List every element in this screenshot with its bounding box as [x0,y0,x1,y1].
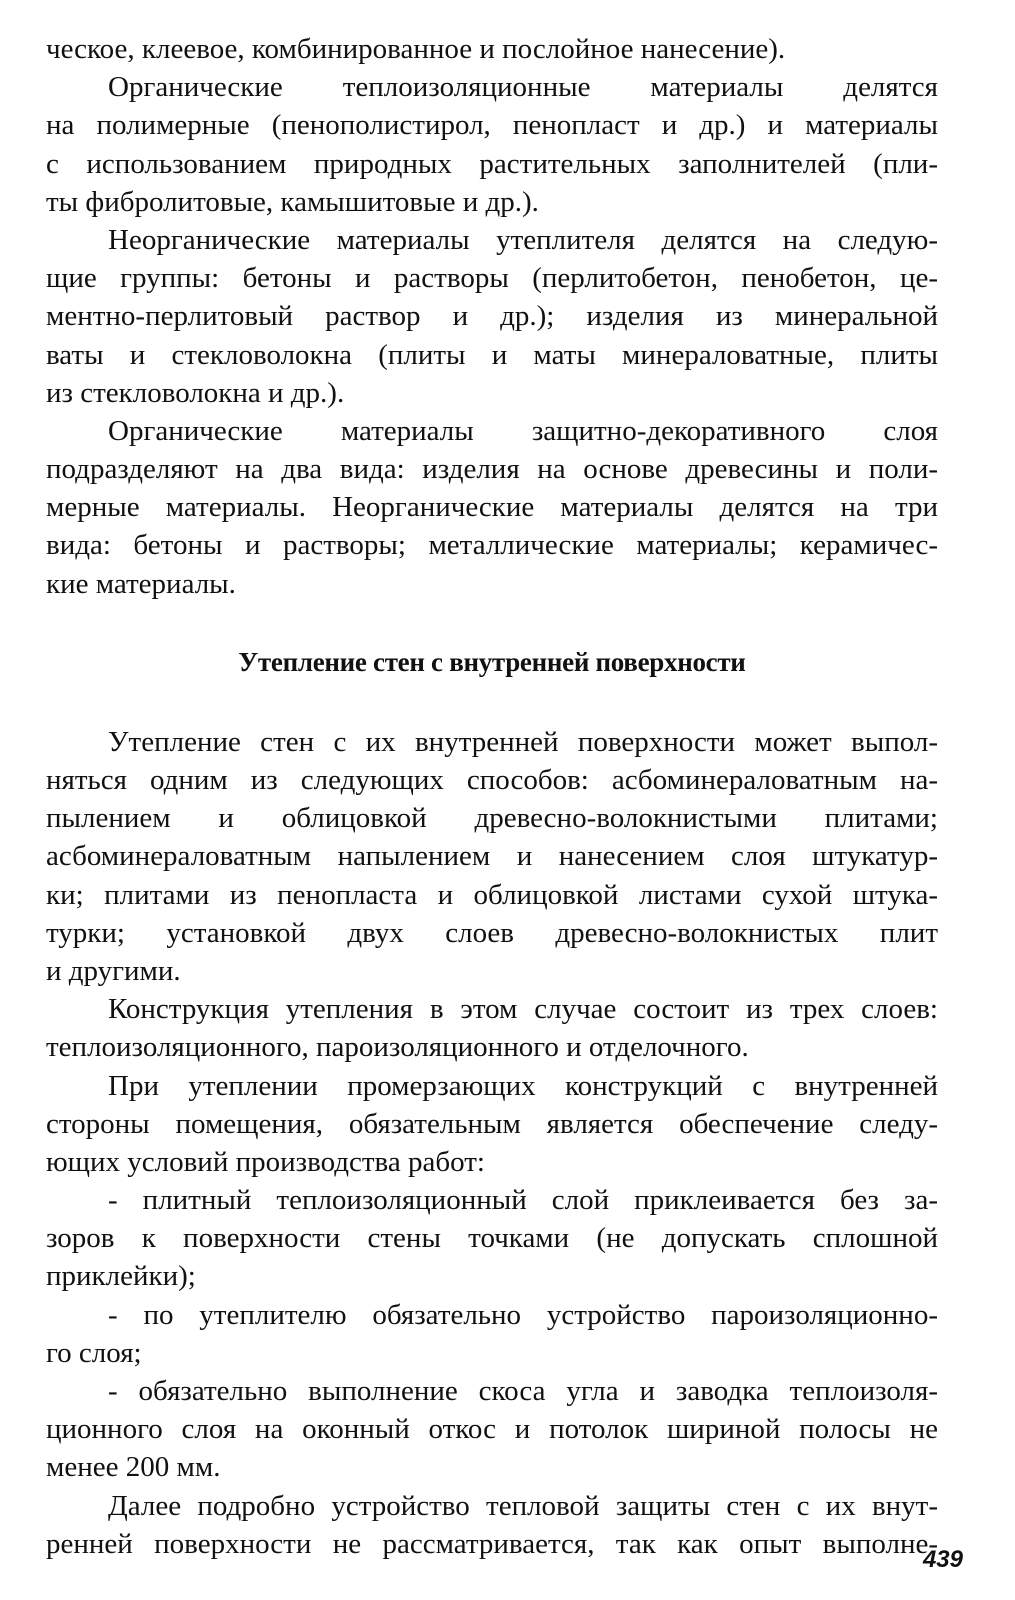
paragraph [46,1487,938,1563]
paragraph [46,1372,938,1487]
text-block-bottom [46,723,938,1563]
text-line: подразделяют на два вида: изделия на основе древесины и поли- [46,453,938,486]
page-number: 439 [922,1546,963,1573]
text-line: Органические материалы защитно-декоративного слоя [108,414,938,447]
text-line: мерные материалы. Неорганические материалы делятся на три [46,491,938,524]
text-line: на полимерные (пенополистирол, пенопласт и др.) и материалы [46,109,938,142]
text-line: Далее подробно устройство тепловой защиты стен с их внут- [108,1489,938,1522]
text-line: го слоя; [46,1336,142,1369]
text-line: - обязательно выполнение скоса угла и заводка теплоизоля- [108,1375,938,1407]
text-line: ты фибролитовые, камышитовые и др.). [46,185,539,218]
text-line: няться одним из следующих способов: асбоминераловатным на- [46,764,938,796]
section-heading: Утепление стен с внутренней поверхности [238,646,746,677]
paragraph [46,68,938,221]
text-line: ционного слоя на оконный откос и потолок шириной полосы не [46,1413,938,1446]
text-line: асбоминераловатным напылением и нанесением слоя штукатур- [46,840,938,873]
text-line: - по утеплителю обязательно устройство пароизоляционно- [108,1298,938,1331]
text-line: зоров к поверхности стены точками (не допускать сплошной [46,1222,938,1255]
text-line: Органические теплоизоляционные материалы делятся [108,71,938,104]
text-block-top [46,30,938,603]
text-line: вида: бетоны и растворы; металлические материалы; керамичес- [46,529,938,562]
text-line: ки; плитами из пенопласта и облицовкой листами сухой штука- [46,878,938,911]
text-line: - плитный теплоизоляционный слой приклеивается без за- [108,1184,938,1217]
text-line: При утеплении промерзающих конструкций с внутренней [108,1069,938,1102]
text-line: теплоизоляционного, пароизоляционного и отделочного. [46,1031,749,1064]
page-body [46,30,938,1563]
text-line: Конструкция утепления в этом случае состоит из трех слоев: [108,993,938,1026]
paragraph [46,30,938,68]
text-line: приклейки); [46,1260,196,1293]
paragraph [46,723,938,990]
text-line: ментно-перлитовый раствор и др.); изделия из минеральной [46,300,938,333]
text-line: ренней поверхности не рассматривается, так как опыт выполне- [46,1527,938,1560]
text-line: и другими. [46,954,181,987]
paragraph [46,1296,938,1372]
text-line: щие группы: бетоны и растворы (перлитобетон, пенобетон, це- [46,262,938,295]
text-line: с использованием природных растительных заполнителей (пли- [46,147,938,180]
text-line: из стекловолокна и др.). [46,376,345,409]
text-line: менее 200 мм. [46,1451,221,1484]
text-line: турки; установкой двух слоев древесно-волокнистых плит [46,916,938,949]
text-line: Утепление стен с их внутренней поверхности может выпол- [108,725,938,758]
paragraph [46,412,938,603]
text-line: кие материалы. [46,567,236,600]
text-line: ваты и стекловолокна (плиты и маты минераловатные, плиты [46,338,938,371]
paragraph [46,221,938,412]
paragraph [46,1181,938,1296]
text-line: Неорганические материалы утеплителя делятся на следую- [108,223,938,256]
text-line: пылением и облицовкой древесно-волокнистыми плитами; [46,802,938,835]
text-line: ющих условий производства работ: [46,1145,485,1178]
paragraph [46,1067,938,1182]
text-line: стороны помещения, обязательным является обеспечение следу- [46,1107,938,1140]
text-line: ческое, клеевое, комбинированное и послойное нанесение). [46,33,786,65]
paragraph [46,990,938,1066]
